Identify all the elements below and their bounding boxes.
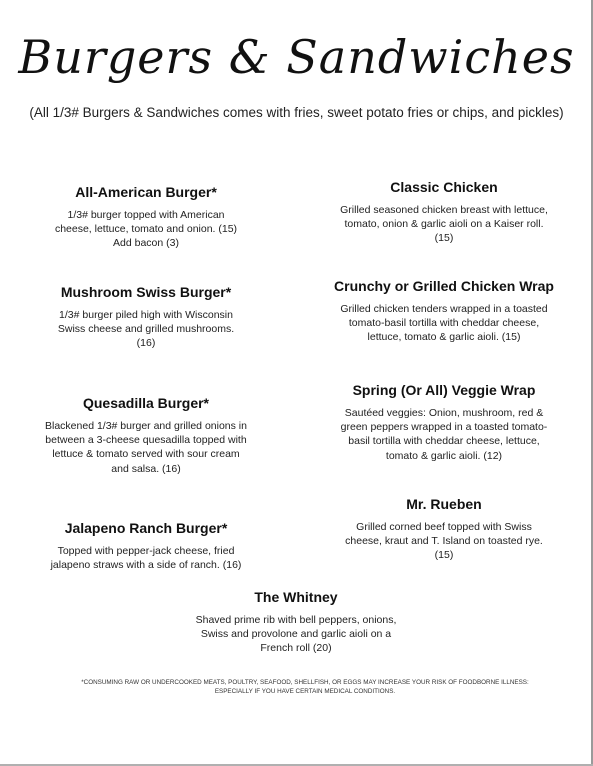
menu-item-the-whitney (188, 588, 404, 656)
menu-item-chicken-wrap (334, 277, 554, 345)
menu-item-mushroom-swiss-burger (48, 283, 244, 351)
item-name: Quesadilla Burger* (82, 395, 210, 411)
item-name: Crunchy or Grilled Chicken Wrap (334, 278, 554, 294)
item-name: All-American Burger* (75, 184, 217, 200)
menu-item-classic-chicken (334, 178, 554, 246)
item-name: Classic Chicken (390, 179, 498, 195)
item-addon: Add bacon (3) (113, 237, 179, 250)
item-name: Jalapeno Ranch Burger* (64, 520, 228, 536)
item-name: Spring (Or All) Veggie Wrap (352, 382, 536, 398)
item-name: Mushroom Swiss Burger* (60, 284, 232, 300)
item-name: The Whitney (254, 589, 338, 605)
item-description: Sautéed veggies: Onion, mushroom, red & green peppers wrapped in a toasted tomato-basil tortilla with cheddar cheese, lettuce, tomato & garlic aioli. (12) (340, 407, 548, 462)
item-name: Mr. Rueben (406, 496, 482, 512)
menu-item-veggie-wrap (334, 381, 554, 463)
item-description: Topped with pepper-jack cheese, fried jalapeno straws with a side of ranch. (16) (50, 545, 242, 572)
item-description: Grilled seasoned chicken breast with lettuce, tomato, onion & garlic aioli on a Kaiser roll. (15) (340, 204, 548, 245)
item-description: Grilled chicken tenders wrapped in a toasted tomato-basil tortilla with cheddar cheese, lettuce, tomato & garlic aioli. (15) (340, 303, 548, 344)
item-description: Blackened 1/3# burger and grilled onions in between a 3-cheese quesadilla topped with lettuce & tomato served with sour cream and salsa. (16) (45, 420, 247, 475)
menu-item-jalapeno-ranch-burger (44, 519, 248, 572)
item-description: 1/3# burger piled high with Wisconsin Swiss cheese and grilled mushrooms. (16) (57, 309, 235, 350)
menu-title: Burgers & Sandwiches (18, 30, 575, 84)
food-safety-disclaimer: *CONSUMING RAW OR UNDERCOOKED MEATS, POULTRY, SEAFOOD, SHELLFISH, OR EGGS MAY INCREASE YOUR RISK OF FOODBORNE ILLNESS: ESPECIALLY IF YOU HAVE CERTAIN MEDICAL CONDITIONS. (81, 679, 529, 695)
item-description: Shaved prime rib with bell peppers, onions, Swiss and provolone and garlic aioli on a French roll (20) (195, 614, 397, 655)
menu-item-quesadilla-burger (44, 394, 248, 476)
menu-item-mr-rueben (344, 495, 544, 563)
item-description: Grilled corned beef topped with Swiss cheese, kraut and T. Island on toasted rye. (15) (345, 521, 543, 562)
menu-item-all-american-burger (48, 183, 244, 250)
item-description: 1/3# burger topped with American cheese, lettuce, tomato and onion. (15) (54, 209, 238, 236)
menu-subtitle: (All 1/3# Burgers & Sandwiches comes with fries, sweet potato fries or chips, and pickles) (29, 105, 564, 120)
